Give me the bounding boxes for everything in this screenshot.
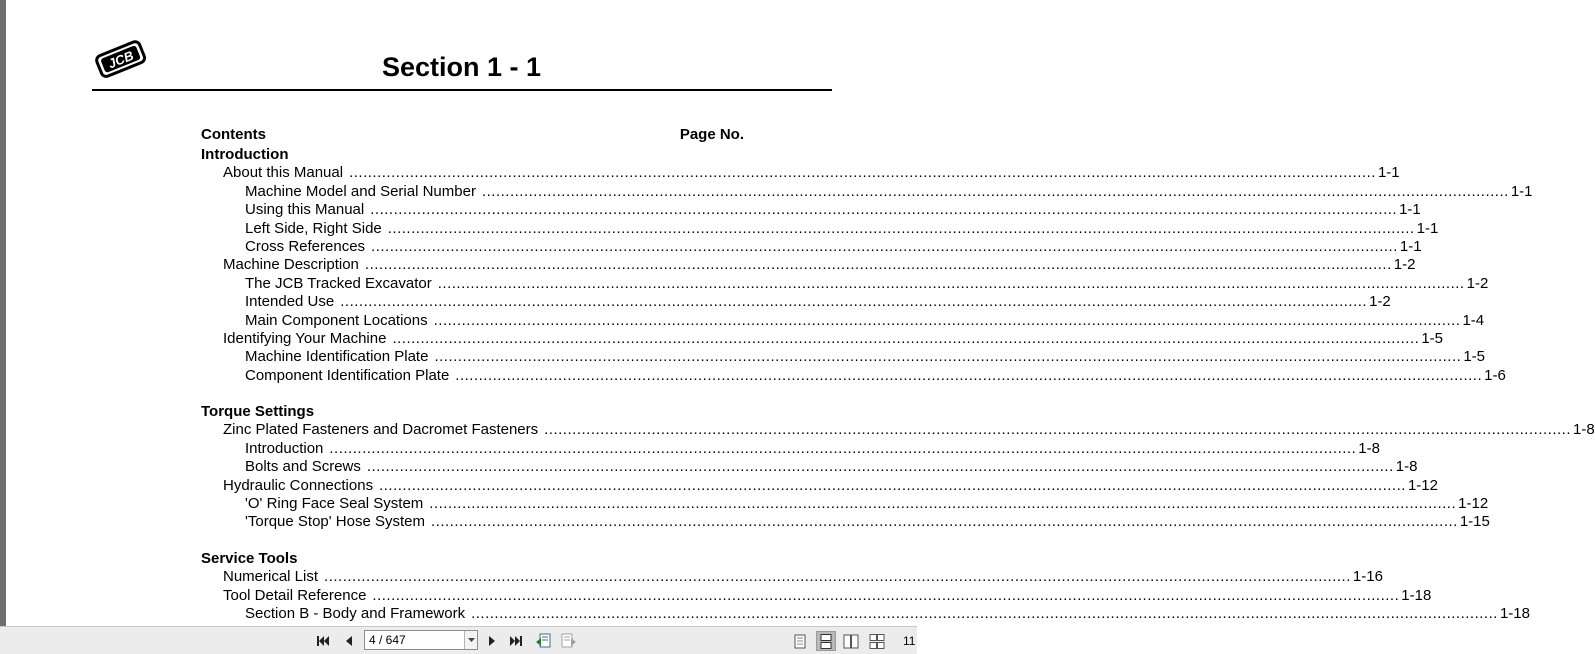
- toc-entry-title: Using this Manual: [245, 201, 365, 219]
- dot-leader: ............................................................................................................................................................................................................................: [481, 182, 1509, 200]
- dot-leader: ............................................................................................................................................................................................................................: [471, 604, 1498, 622]
- toc-entry-title: The JCB Tracked Excavator: [245, 274, 432, 292]
- toc-entry[interactable]: [201, 293, 1391, 311]
- previous-view-icon[interactable]: [534, 632, 552, 650]
- toc-entry-title: Zinc Plated Fasteners and Dacromet Fasteners: [223, 421, 539, 439]
- toc-entry-title: Hydraulic Connections: [223, 476, 374, 494]
- toc-entry-title: About this Manual: [223, 164, 344, 182]
- toc-entry-page: 1-12: [1458, 495, 1489, 513]
- dot-leader: ............................................................................................................................................................................................................................: [370, 201, 1398, 219]
- toc-entry-title: Tool Detail Reference: [223, 586, 367, 604]
- page-indicator: 4 / 647: [369, 633, 406, 647]
- toc-entry-page: 1-5: [1463, 348, 1485, 366]
- toc-entry[interactable]: [201, 219, 1439, 238]
- dot-leader: ............................................................................................................................................................................................................................: [455, 366, 1483, 384]
- toc-entry[interactable]: [201, 458, 1418, 476]
- svg-text:JCB: JCB: [105, 47, 136, 72]
- toc-entry[interactable]: [201, 513, 1490, 531]
- next-view-icon[interactable]: [560, 632, 578, 650]
- toc-entry[interactable]: [201, 421, 1595, 439]
- zoom-level[interactable]: 11: [903, 634, 916, 648]
- dot-leader: ............................................................................................................................................................................................................................: [366, 458, 1394, 476]
- toc-entry[interactable]: [201, 256, 1416, 274]
- dot-leader: ............................................................................................................................................................................................................................: [544, 421, 1571, 439]
- dot-leader: ............................................................................................................................................................................................................................: [387, 219, 1415, 237]
- continuous-facing-icon[interactable]: [868, 632, 886, 650]
- toc-entry[interactable]: [201, 201, 1421, 219]
- toc-entry[interactable]: [201, 311, 1485, 330]
- toc-entry-title: Machine Identification Plate: [245, 348, 429, 366]
- toc-entry-title: Identifying Your Machine: [223, 329, 387, 347]
- toc-entry-title: Introduction: [245, 439, 324, 457]
- toc-entry-page: 1-2: [1466, 274, 1489, 292]
- dot-leader: ............................................................................................................................................................................................................................: [433, 311, 1461, 329]
- toc-entry-page: 1-2: [1393, 256, 1416, 274]
- toc-entry[interactable]: [201, 439, 1380, 458]
- group-spacer: [201, 385, 744, 403]
- dot-leader: ............................................................................................................................................................................................................................: [379, 476, 1406, 494]
- toc-entry-page: 1-8: [1395, 458, 1418, 476]
- dot-leader: ............................................................................................................................................................................................................................: [372, 586, 1400, 604]
- page-no-label: Page No.: [679, 126, 744, 143]
- toc-entry-title: 'O' Ring Face Seal System: [245, 495, 424, 513]
- viewer-toolbar: [0, 626, 917, 654]
- toc-entry[interactable]: [201, 476, 1438, 495]
- dot-leader: ............................................................................................................................................................................................................................: [340, 293, 1368, 311]
- dot-leader: ............................................................................................................................................................................................................................: [324, 568, 1351, 586]
- dot-leader: ............................................................................................................................................................................................................................: [429, 495, 1457, 513]
- group-spacer: [201, 532, 744, 550]
- toc-group-heading: Service Tools: [201, 549, 298, 567]
- toc-entry-title: Left Side, Right Side: [245, 219, 382, 237]
- toc-group-heading: Torque Settings: [201, 403, 315, 421]
- toc-entry-title: 'Torque Stop' Hose System: [245, 513, 425, 531]
- page-number-input[interactable]: [364, 630, 478, 650]
- first-page-icon[interactable]: [314, 632, 332, 650]
- toc-entry[interactable]: [201, 348, 1485, 366]
- toc-entry-page: 1-1: [1416, 219, 1439, 237]
- toc-entry[interactable]: [201, 274, 1489, 293]
- last-page-icon[interactable]: [507, 632, 525, 650]
- toc-entry-page: 1-2: [1369, 293, 1391, 311]
- toc-entry-page: 1-18: [1401, 586, 1432, 604]
- dot-leader: ............................................................................................................................................................................................................................: [329, 439, 1357, 457]
- chevron-down-icon[interactable]: [464, 631, 477, 649]
- toc-group-heading: Introduction: [201, 146, 289, 163]
- header-rule: [92, 89, 832, 91]
- toc-entry-page: 1-1: [1510, 182, 1533, 200]
- toc-header: [201, 126, 744, 146]
- toc-entry-page: 1-18: [1499, 604, 1530, 622]
- single-page-icon[interactable]: [791, 632, 809, 650]
- toc-entry-title: Section B - Body and Framework: [245, 604, 466, 622]
- dot-leader: ............................................................................................................................................................................................................................: [430, 513, 1458, 531]
- dot-leader: ............................................................................................................................................................................................................................: [371, 237, 1398, 255]
- toc-entry-title: Machine Model and Serial Number: [245, 182, 476, 200]
- toc-entry-title: Intended Use: [245, 293, 335, 311]
- facing-pages-icon[interactable]: [842, 632, 860, 650]
- pdf-page: [6, 0, 1595, 626]
- toc-entry-page: 1-5: [1421, 329, 1443, 347]
- toc-entry[interactable]: [201, 329, 1443, 348]
- toc-entry[interactable]: [201, 604, 1530, 623]
- toc-entry[interactable]: [201, 237, 1422, 256]
- dot-leader: ............................................................................................................................................................................................................................: [392, 329, 1420, 347]
- toc-entry[interactable]: [201, 164, 1400, 182]
- dot-leader: ............................................................................................................................................................................................................................: [349, 164, 1376, 182]
- toc-entry[interactable]: [201, 495, 1489, 513]
- toc-entry[interactable]: [201, 586, 1432, 605]
- continuous-page-icon[interactable]: [816, 631, 836, 651]
- toc-entry-page: 1-8: [1573, 421, 1595, 439]
- dot-leader: ............................................................................................................................................................................................................................: [437, 274, 1465, 292]
- dot-leader: ............................................................................................................................................................................................................................: [434, 348, 1462, 366]
- toc-entry-title: Cross References: [245, 237, 366, 255]
- toc-entry-page: 1-6: [1484, 366, 1506, 384]
- next-page-icon[interactable]: [483, 632, 501, 650]
- toc-entry-page: 1-1: [1377, 164, 1400, 182]
- toc-entry[interactable]: [201, 366, 1506, 385]
- toc-entry-page: 1-15: [1459, 513, 1490, 531]
- toc-entry-page: 1-4: [1462, 311, 1485, 329]
- dot-leader: ............................................................................................................................................................................................................................: [364, 256, 1392, 274]
- toc-entry-page: 1-12: [1407, 476, 1438, 494]
- section-title: Section 1 - 1: [381, 52, 542, 82]
- toc-entry-page: 1-1: [1399, 237, 1422, 255]
- toc-entry-title: Numerical List: [223, 568, 319, 586]
- toc-entry-title: Bolts and Screws: [245, 458, 361, 476]
- toc-entry[interactable]: [201, 568, 1383, 586]
- toc-entry-page: 1-8: [1358, 439, 1380, 457]
- toc-entry-page: 1-16: [1352, 568, 1383, 586]
- table-of-contents: [201, 126, 1595, 623]
- toc-entry-title: Component Identification Plate: [245, 366, 450, 384]
- toc-entry-title: Main Component Locations: [245, 311, 428, 329]
- toc-entry-page: 1-1: [1399, 201, 1421, 219]
- previous-page-icon[interactable]: [340, 632, 358, 650]
- toc-entry[interactable]: [201, 182, 1533, 201]
- contents-label: Contents: [201, 126, 266, 143]
- toc-entry-title: Machine Description: [223, 256, 359, 274]
